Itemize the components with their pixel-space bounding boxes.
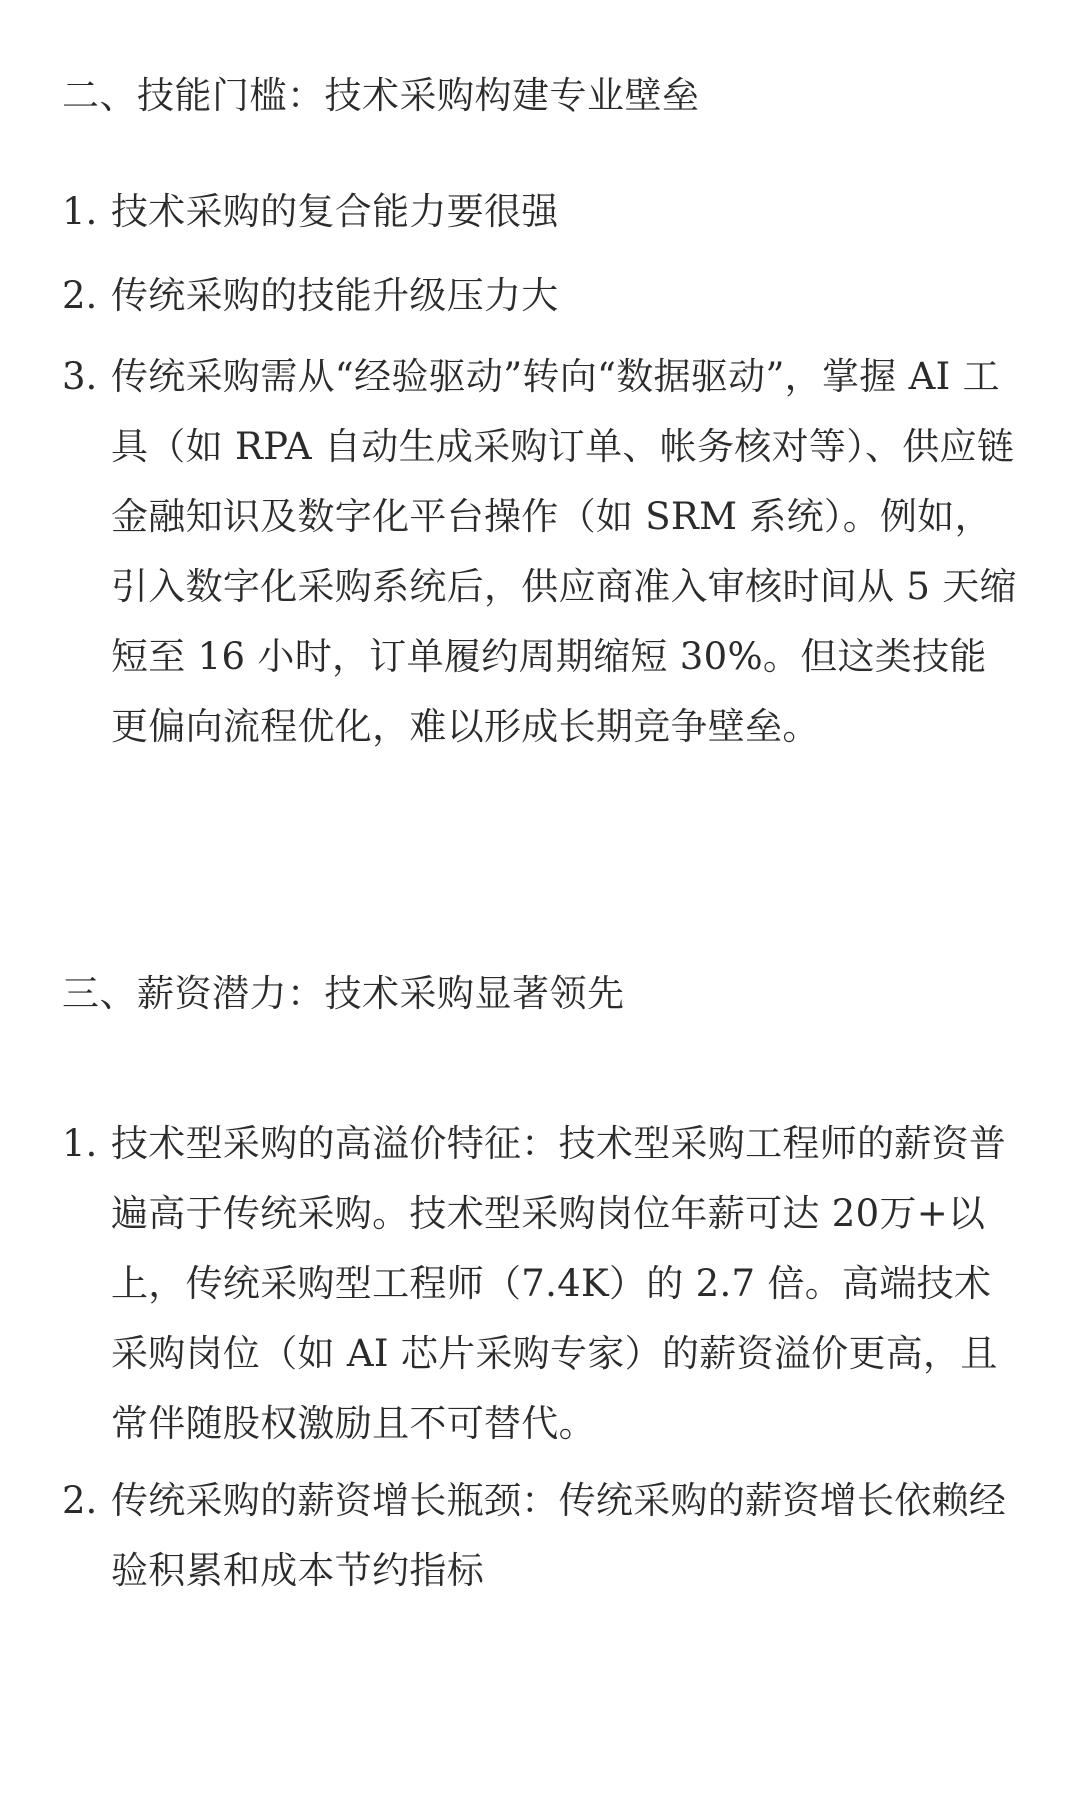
- section-heading-salary: 三、薪资潜力：技术采购显著领先: [62, 972, 625, 1015]
- item-text: 技术型采购的高溢价特征：技术型采购工程师的薪资普遍高于传统采购。技术型采购岗位年薪可达 20万+以上，传统采购型工程师（7.4K）的 2.7 倍。高端技术采购岗位（如 AI 芯片采购专家）的薪资溢价更高，且常伴随股权激励且不可替代。: [111, 1122, 1007, 1445]
- item-number: 3.: [62, 355, 98, 398]
- item-text: 技术采购的复合能力要很强: [111, 190, 559, 233]
- list-item: [62, 1109, 1022, 1459]
- list-item: [62, 261, 1022, 331]
- section-heading-skills: 二、技能门槛：技术采购构建专业壁垒: [62, 74, 700, 117]
- item-number: 1.: [62, 190, 98, 233]
- item-text: 传统采购需从“经验驱动”转向“数据驱动”，掌握 AI 工具（如 RPA 自动生成采购订单、帐务核对等）、供应链金融知识及数字化平台操作（如 SRM 系统）。例如，引入数字化采购系统后，供应商准入审核时间从 5 天缩短至 16 小时，订单履约周期缩短 30%。但这类技能更偏向流程优化，难以形成长期竞争壁垒。: [111, 355, 1017, 748]
- item-number: 2.: [62, 274, 98, 317]
- item-number: 1.: [62, 1122, 98, 1165]
- list-item: [62, 342, 1022, 762]
- item-number: 2.: [62, 1479, 98, 1522]
- item-text: 传统采购的技能升级压力大: [111, 274, 559, 317]
- list-item: [62, 177, 1022, 247]
- item-text: 传统采购的薪资增长瓶颈：传统采购的薪资增长依赖经验积累和成本节约指标: [111, 1479, 1007, 1592]
- list-item: [62, 1466, 1022, 1606]
